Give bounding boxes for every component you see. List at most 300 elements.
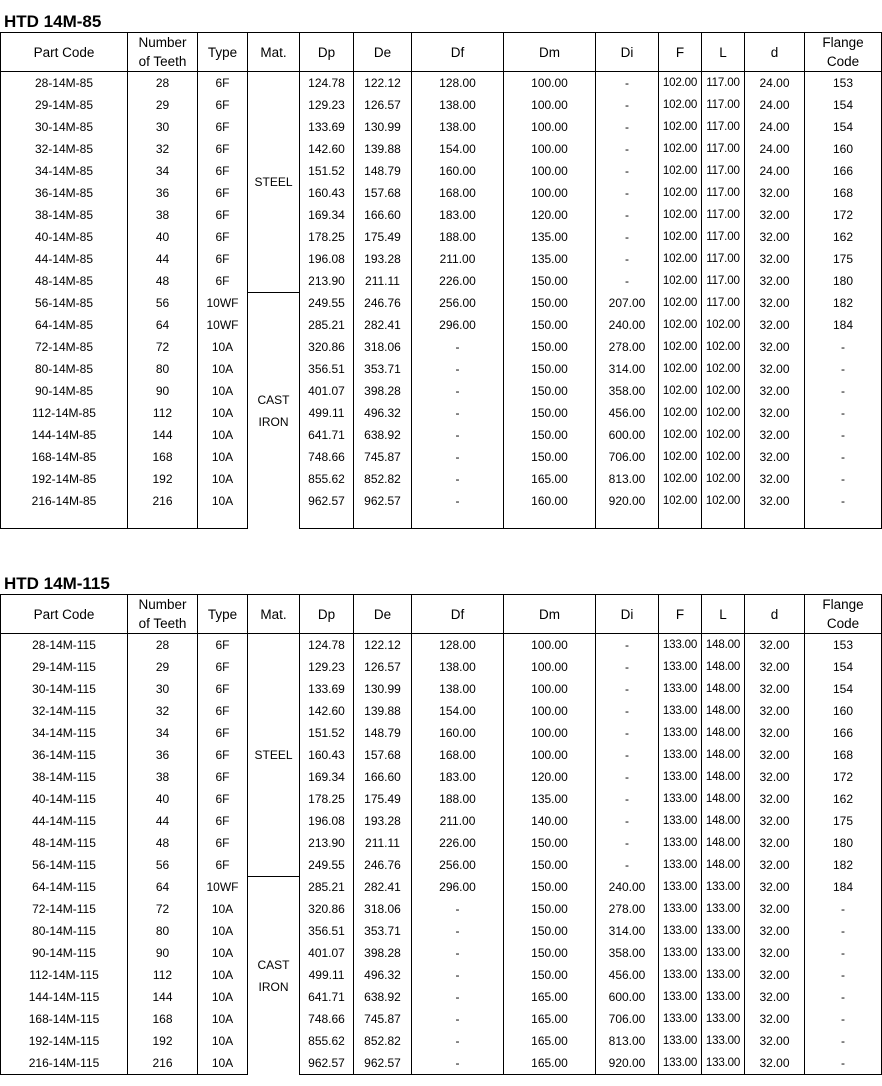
table-row <box>1 788 882 810</box>
cell-type: 6F <box>198 116 248 138</box>
cell-dp: 356.51 <box>300 358 354 380</box>
cell-teeth: 168 <box>128 446 198 468</box>
cell-teeth: 56 <box>128 292 198 314</box>
cell-l: 148.00 <box>702 766 745 788</box>
cell-material-cast-iron: CAST IRON <box>248 292 300 529</box>
cell-part-code: 28-14M-115 <box>1 634 128 657</box>
cell-dp: 249.55 <box>300 854 354 876</box>
cell-d: 32.00 <box>745 336 805 358</box>
cell-f: 102.00 <box>659 226 702 248</box>
cell-df: 188.00 <box>412 226 504 248</box>
cell-type: 6F <box>198 634 248 657</box>
cell-part-code: 80-14M-115 <box>1 920 128 942</box>
cell-type: 10A <box>198 1008 248 1030</box>
cell-flange-code: - <box>805 964 882 986</box>
cell-dp: 169.34 <box>300 766 354 788</box>
table-row <box>1 94 882 116</box>
spacer-cell <box>659 512 702 529</box>
cell-part-code: 32-14M-115 <box>1 700 128 722</box>
spacer-cell <box>745 512 805 529</box>
cell-f: 133.00 <box>659 876 702 898</box>
table-row <box>1 964 882 986</box>
cell-dm: 135.00 <box>504 248 596 270</box>
cell-df: - <box>412 920 504 942</box>
spacer-row <box>1 512 882 529</box>
cell-f: 102.00 <box>659 116 702 138</box>
cell-dp: 178.25 <box>300 226 354 248</box>
cell-part-code: 64-14M-85 <box>1 314 128 336</box>
cell-di: 920.00 <box>596 1052 659 1075</box>
cell-f: 102.00 <box>659 138 702 160</box>
cell-l: 102.00 <box>702 468 745 490</box>
header-row <box>1 595 882 634</box>
cell-f: 133.00 <box>659 656 702 678</box>
cell-flange-code: - <box>805 380 882 402</box>
cell-d: 32.00 <box>745 204 805 226</box>
section-title: HTD 14M-115 <box>4 574 110 593</box>
table-row <box>1 160 882 182</box>
cell-di: 813.00 <box>596 1030 659 1052</box>
table-row <box>1 876 882 898</box>
cell-type: 10WF <box>198 876 248 898</box>
cell-flange-code: - <box>805 424 882 446</box>
cell-di: - <box>596 744 659 766</box>
cell-dm: 150.00 <box>504 424 596 446</box>
cell-d: 32.00 <box>745 270 805 292</box>
cell-f: 102.00 <box>659 270 702 292</box>
cell-flange-code: - <box>805 402 882 424</box>
header-l: L <box>702 33 745 72</box>
table-row <box>1 700 882 722</box>
cell-dp: 169.34 <box>300 204 354 226</box>
table-row <box>1 898 882 920</box>
cell-df: - <box>412 1008 504 1030</box>
cell-dm: 135.00 <box>504 788 596 810</box>
cell-type: 6F <box>198 270 248 292</box>
header-de: De <box>354 595 412 634</box>
table-row <box>1 810 882 832</box>
cell-di: 456.00 <box>596 402 659 424</box>
cell-dm: 150.00 <box>504 446 596 468</box>
cell-d: 32.00 <box>745 832 805 854</box>
header-type: Type <box>198 595 248 634</box>
header-dp: Dp <box>300 595 354 634</box>
cell-flange-code: - <box>805 358 882 380</box>
cell-part-code: 40-14M-115 <box>1 788 128 810</box>
cell-d: 32.00 <box>745 446 805 468</box>
cell-l: 148.00 <box>702 854 745 876</box>
spacer-cell <box>504 512 596 529</box>
cell-teeth: 72 <box>128 898 198 920</box>
cell-dp: 151.52 <box>300 160 354 182</box>
header-row <box>1 33 882 72</box>
cell-flange-code: 154 <box>805 116 882 138</box>
cell-df: 188.00 <box>412 788 504 810</box>
cell-de: 353.71 <box>354 920 412 942</box>
cell-part-code: 64-14M-115 <box>1 876 128 898</box>
cell-teeth: 38 <box>128 766 198 788</box>
cell-type: 6F <box>198 722 248 744</box>
cell-l: 102.00 <box>702 424 745 446</box>
cell-l: 102.00 <box>702 314 745 336</box>
cell-d: 32.00 <box>745 634 805 657</box>
spacer-cell <box>1 512 128 529</box>
cell-teeth: 144 <box>128 986 198 1008</box>
cell-dm: 120.00 <box>504 204 596 226</box>
cell-teeth: 34 <box>128 722 198 744</box>
cell-de: 126.57 <box>354 94 412 116</box>
cell-di: 278.00 <box>596 336 659 358</box>
header-part-code: Part Code <box>1 595 128 634</box>
table-row <box>1 854 882 876</box>
cell-type: 6F <box>198 160 248 182</box>
table-row <box>1 766 882 788</box>
cell-part-code: 32-14M-85 <box>1 138 128 160</box>
table-row <box>1 678 882 700</box>
cell-d: 32.00 <box>745 226 805 248</box>
cell-dp: 178.25 <box>300 788 354 810</box>
cell-df: 226.00 <box>412 832 504 854</box>
header-flange-code: Flange Code <box>805 595 882 634</box>
cell-f: 133.00 <box>659 942 702 964</box>
cell-teeth: 40 <box>128 226 198 248</box>
cell-dp: 151.52 <box>300 722 354 744</box>
cell-type: 6F <box>198 788 248 810</box>
cell-d: 32.00 <box>745 700 805 722</box>
cell-di: 240.00 <box>596 314 659 336</box>
cell-flange-code: - <box>805 942 882 964</box>
cell-di: - <box>596 160 659 182</box>
cell-type: 6F <box>198 138 248 160</box>
table-row <box>1 656 882 678</box>
cell-df: 211.00 <box>412 810 504 832</box>
cell-dp: 133.69 <box>300 678 354 700</box>
cell-dm: 150.00 <box>504 964 596 986</box>
cell-flange-code: 175 <box>805 248 882 270</box>
spacer-cell <box>596 512 659 529</box>
cell-de: 157.68 <box>354 182 412 204</box>
cell-flange-code: - <box>805 1030 882 1052</box>
cell-l: 102.00 <box>702 336 745 358</box>
cell-di: 358.00 <box>596 380 659 402</box>
cell-dp: 499.11 <box>300 964 354 986</box>
cell-df: 138.00 <box>412 678 504 700</box>
cell-df: - <box>412 468 504 490</box>
cell-teeth: 64 <box>128 876 198 898</box>
cell-dp: 748.66 <box>300 1008 354 1030</box>
cell-di: - <box>596 656 659 678</box>
cell-de: 246.76 <box>354 854 412 876</box>
cell-part-code: 48-14M-115 <box>1 832 128 854</box>
cell-type: 10WF <box>198 292 248 314</box>
cell-l: 148.00 <box>702 744 745 766</box>
cell-dm: 100.00 <box>504 678 596 700</box>
cell-d: 32.00 <box>745 380 805 402</box>
cell-de: 139.88 <box>354 700 412 722</box>
header-d: d <box>745 595 805 634</box>
cell-d: 32.00 <box>745 722 805 744</box>
header-type: Type <box>198 33 248 72</box>
cell-d: 24.00 <box>745 94 805 116</box>
cell-dp: 962.57 <box>300 490 354 512</box>
cell-di: 278.00 <box>596 898 659 920</box>
cell-dm: 100.00 <box>504 744 596 766</box>
cell-l: 148.00 <box>702 722 745 744</box>
cell-di: - <box>596 94 659 116</box>
cell-f: 102.00 <box>659 182 702 204</box>
cell-teeth: 29 <box>128 656 198 678</box>
cell-di: 314.00 <box>596 358 659 380</box>
table-row <box>1 446 882 468</box>
cell-l: 133.00 <box>702 1008 745 1030</box>
cell-f: 102.00 <box>659 424 702 446</box>
cell-f: 133.00 <box>659 986 702 1008</box>
cell-flange-code: - <box>805 1008 882 1030</box>
cell-f: 133.00 <box>659 634 702 657</box>
cell-l: 148.00 <box>702 634 745 657</box>
header-flange-code: Flange Code <box>805 33 882 72</box>
cell-flange-code: 154 <box>805 94 882 116</box>
cell-dp: 249.55 <box>300 292 354 314</box>
cell-teeth: 112 <box>128 964 198 986</box>
cell-f: 133.00 <box>659 1030 702 1052</box>
cell-part-code: 34-14M-115 <box>1 722 128 744</box>
cell-d: 32.00 <box>745 656 805 678</box>
cell-d: 32.00 <box>745 182 805 204</box>
cell-l: 117.00 <box>702 72 745 95</box>
cell-de: 211.11 <box>354 832 412 854</box>
cell-flange-code: - <box>805 986 882 1008</box>
cell-f: 102.00 <box>659 248 702 270</box>
cell-type: 10A <box>198 920 248 942</box>
cell-di: - <box>596 832 659 854</box>
cell-part-code: 29-14M-115 <box>1 656 128 678</box>
cell-dp: 401.07 <box>300 380 354 402</box>
cell-l: 102.00 <box>702 380 745 402</box>
header-d: d <box>745 33 805 72</box>
cell-part-code: 72-14M-115 <box>1 898 128 920</box>
table-row <box>1 832 882 854</box>
cell-dp: 641.71 <box>300 986 354 1008</box>
cell-di: - <box>596 116 659 138</box>
cell-di: 600.00 <box>596 986 659 1008</box>
header-dm: Dm <box>504 33 596 72</box>
cell-de: 496.32 <box>354 964 412 986</box>
table-row <box>1 138 882 160</box>
cell-part-code: 56-14M-115 <box>1 854 128 876</box>
cell-dm: 100.00 <box>504 94 596 116</box>
cell-dm: 165.00 <box>504 1008 596 1030</box>
cell-df: - <box>412 964 504 986</box>
table-row <box>1 314 882 336</box>
cell-l: 117.00 <box>702 94 745 116</box>
table-row <box>1 248 882 270</box>
cell-df: - <box>412 446 504 468</box>
spacer-cell <box>412 512 504 529</box>
cell-flange-code: 160 <box>805 138 882 160</box>
cell-dp: 641.71 <box>300 424 354 446</box>
table-row <box>1 402 882 424</box>
cell-dp: 320.86 <box>300 898 354 920</box>
table-row <box>1 920 882 942</box>
cell-teeth: 168 <box>128 1008 198 1030</box>
cell-f: 133.00 <box>659 1008 702 1030</box>
cell-l: 117.00 <box>702 204 745 226</box>
section-title: HTD 14M-85 <box>4 12 102 31</box>
cell-d: 32.00 <box>745 898 805 920</box>
cell-dm: 150.00 <box>504 402 596 424</box>
spec-table-85 <box>0 32 882 529</box>
table-row <box>1 292 882 314</box>
cell-de: 398.28 <box>354 942 412 964</box>
cell-dm: 150.00 <box>504 336 596 358</box>
cell-flange-code: 153 <box>805 72 882 95</box>
header-df: Df <box>412 595 504 634</box>
cell-dm: 165.00 <box>504 986 596 1008</box>
cell-dp: 748.66 <box>300 446 354 468</box>
cell-f: 133.00 <box>659 744 702 766</box>
cell-d: 32.00 <box>745 986 805 1008</box>
cell-dp: 213.90 <box>300 270 354 292</box>
cell-type: 10A <box>198 964 248 986</box>
cell-material-steel: STEEL <box>248 634 300 877</box>
cell-l: 102.00 <box>702 490 745 512</box>
cell-teeth: 80 <box>128 358 198 380</box>
cell-flange-code: - <box>805 446 882 468</box>
header-f: F <box>659 595 702 634</box>
cell-f: 102.00 <box>659 380 702 402</box>
cell-dp: 855.62 <box>300 468 354 490</box>
cell-l: 148.00 <box>702 788 745 810</box>
cell-part-code: 216-14M-85 <box>1 490 128 512</box>
header-material: Mat. <box>248 595 300 634</box>
cell-di: 706.00 <box>596 446 659 468</box>
cell-part-code: 90-14M-85 <box>1 380 128 402</box>
cell-dm: 100.00 <box>504 656 596 678</box>
spacer-cell <box>805 512 882 529</box>
cell-l: 148.00 <box>702 656 745 678</box>
cell-teeth: 90 <box>128 942 198 964</box>
cell-d: 32.00 <box>745 1030 805 1052</box>
cell-dp: 196.08 <box>300 810 354 832</box>
cell-d: 32.00 <box>745 248 805 270</box>
cell-teeth: 192 <box>128 1030 198 1052</box>
cell-df: - <box>412 898 504 920</box>
cell-l: 133.00 <box>702 920 745 942</box>
cell-type: 10A <box>198 358 248 380</box>
cell-dm: 100.00 <box>504 182 596 204</box>
cell-dm: 150.00 <box>504 942 596 964</box>
cell-de: 175.49 <box>354 788 412 810</box>
cell-part-code: 72-14M-85 <box>1 336 128 358</box>
cell-type: 6F <box>198 678 248 700</box>
table-row <box>1 72 882 95</box>
cell-l: 133.00 <box>702 876 745 898</box>
table-row <box>1 336 882 358</box>
cell-teeth: 36 <box>128 744 198 766</box>
cell-teeth: 90 <box>128 380 198 402</box>
table-row <box>1 380 882 402</box>
cell-flange-code: 154 <box>805 656 882 678</box>
cell-di: 314.00 <box>596 920 659 942</box>
cell-dp: 285.21 <box>300 876 354 898</box>
cell-flange-code: 180 <box>805 270 882 292</box>
cell-de: 282.41 <box>354 876 412 898</box>
cell-flange-code: 175 <box>805 810 882 832</box>
cell-flange-code: 153 <box>805 634 882 657</box>
table-row <box>1 722 882 744</box>
cell-di: - <box>596 138 659 160</box>
cell-d: 32.00 <box>745 854 805 876</box>
cell-de: 638.92 <box>354 424 412 446</box>
cell-flange-code: 160 <box>805 700 882 722</box>
cell-part-code: 192-14M-115 <box>1 1030 128 1052</box>
cell-d: 32.00 <box>745 920 805 942</box>
cell-type: 10A <box>198 1052 248 1075</box>
cell-f: 102.00 <box>659 446 702 468</box>
header-di: Di <box>596 33 659 72</box>
cell-flange-code: - <box>805 1052 882 1075</box>
cell-teeth: 144 <box>128 424 198 446</box>
cell-f: 102.00 <box>659 358 702 380</box>
cell-d: 32.00 <box>745 1052 805 1075</box>
cell-teeth: 34 <box>128 160 198 182</box>
cell-part-code: 38-14M-115 <box>1 766 128 788</box>
cell-df: 183.00 <box>412 204 504 226</box>
cell-dm: 100.00 <box>504 722 596 744</box>
header-di: Di <box>596 595 659 634</box>
table-row <box>1 1030 882 1052</box>
cell-dp: 142.60 <box>300 700 354 722</box>
cell-de: 157.68 <box>354 744 412 766</box>
cell-teeth: 72 <box>128 336 198 358</box>
cell-dp: 401.07 <box>300 942 354 964</box>
header-number-of-teeth: Number of Teeth <box>128 33 198 72</box>
cell-part-code: 112-14M-115 <box>1 964 128 986</box>
table-row <box>1 270 882 292</box>
cell-part-code: 44-14M-85 <box>1 248 128 270</box>
cell-df: 226.00 <box>412 270 504 292</box>
cell-dp: 160.43 <box>300 182 354 204</box>
cell-l: 102.00 <box>702 446 745 468</box>
cell-part-code: 40-14M-85 <box>1 226 128 248</box>
cell-f: 133.00 <box>659 678 702 700</box>
cell-material-steel: STEEL <box>248 72 300 293</box>
cell-material-cast-iron: CAST IRON <box>248 876 300 1075</box>
cell-flange-code: - <box>805 336 882 358</box>
cell-l: 148.00 <box>702 810 745 832</box>
cell-dm: 100.00 <box>504 116 596 138</box>
header-l: L <box>702 595 745 634</box>
cell-df: 168.00 <box>412 182 504 204</box>
cell-f: 102.00 <box>659 94 702 116</box>
cell-part-code: 36-14M-115 <box>1 744 128 766</box>
cell-dp: 356.51 <box>300 920 354 942</box>
cell-di: 207.00 <box>596 292 659 314</box>
cell-d: 32.00 <box>745 1008 805 1030</box>
cell-part-code: 144-14M-115 <box>1 986 128 1008</box>
cell-dp: 320.86 <box>300 336 354 358</box>
cell-df: 256.00 <box>412 854 504 876</box>
header-material: Mat. <box>248 33 300 72</box>
cell-part-code: 28-14M-85 <box>1 72 128 95</box>
cell-type: 10WF <box>198 314 248 336</box>
cell-f: 133.00 <box>659 920 702 942</box>
cell-part-code: 30-14M-85 <box>1 116 128 138</box>
cell-df: - <box>412 986 504 1008</box>
cell-di: - <box>596 854 659 876</box>
cell-type: 10A <box>198 446 248 468</box>
